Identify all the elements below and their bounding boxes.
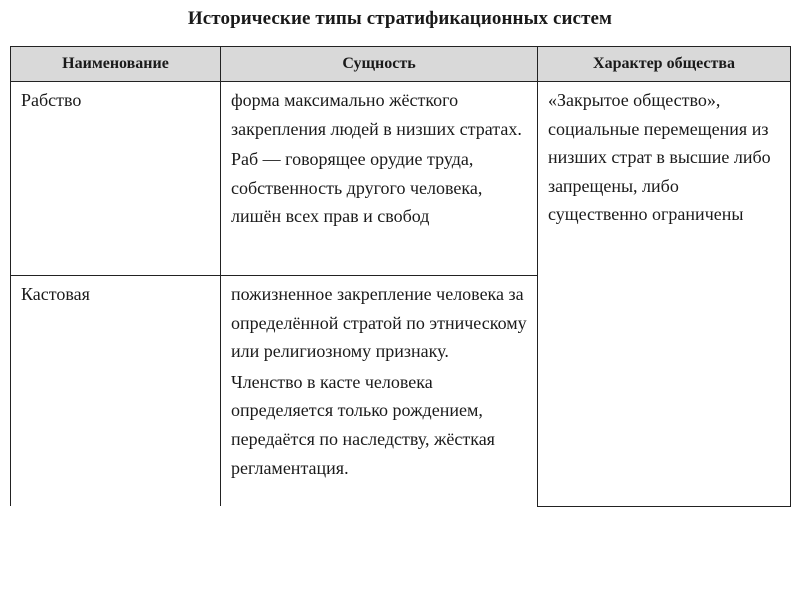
header-character: Характер общества	[538, 47, 791, 82]
essence-paragraph: форма максимально жёсткого закрепления людей в низших стратах.	[231, 90, 522, 139]
stratification-table	[10, 46, 791, 507]
header-essence: Сущность	[221, 47, 538, 82]
name-cell-caste: Кастовая	[11, 276, 221, 507]
name-cell-slavery: Рабство	[11, 82, 221, 276]
essence-paragraph: Членство в касте человека определяется только рождением, передаётся по наследству, жёсткая регламентация.	[231, 371, 495, 478]
essence-paragraph: Раб — говорящее орудие труда, собственность другого человека, лишён всех прав и свобод	[231, 149, 483, 227]
essence-cell-caste	[221, 276, 538, 507]
essence-paragraph: пожизненное закрепление человека за определённой стратой по этническому или религиозному признаку.	[231, 284, 527, 362]
essence-cell-slavery	[221, 82, 538, 276]
header-name: Наименование	[11, 47, 221, 82]
character-cell: «Закрытое общество», социальные перемещения из низших страт в высшие либо запрещены, либо существенно ограничены	[538, 82, 791, 507]
table-row	[11, 82, 791, 276]
document-title: Исторические типы стратификационных систем	[187, 8, 613, 29]
table-header-row	[11, 47, 791, 82]
